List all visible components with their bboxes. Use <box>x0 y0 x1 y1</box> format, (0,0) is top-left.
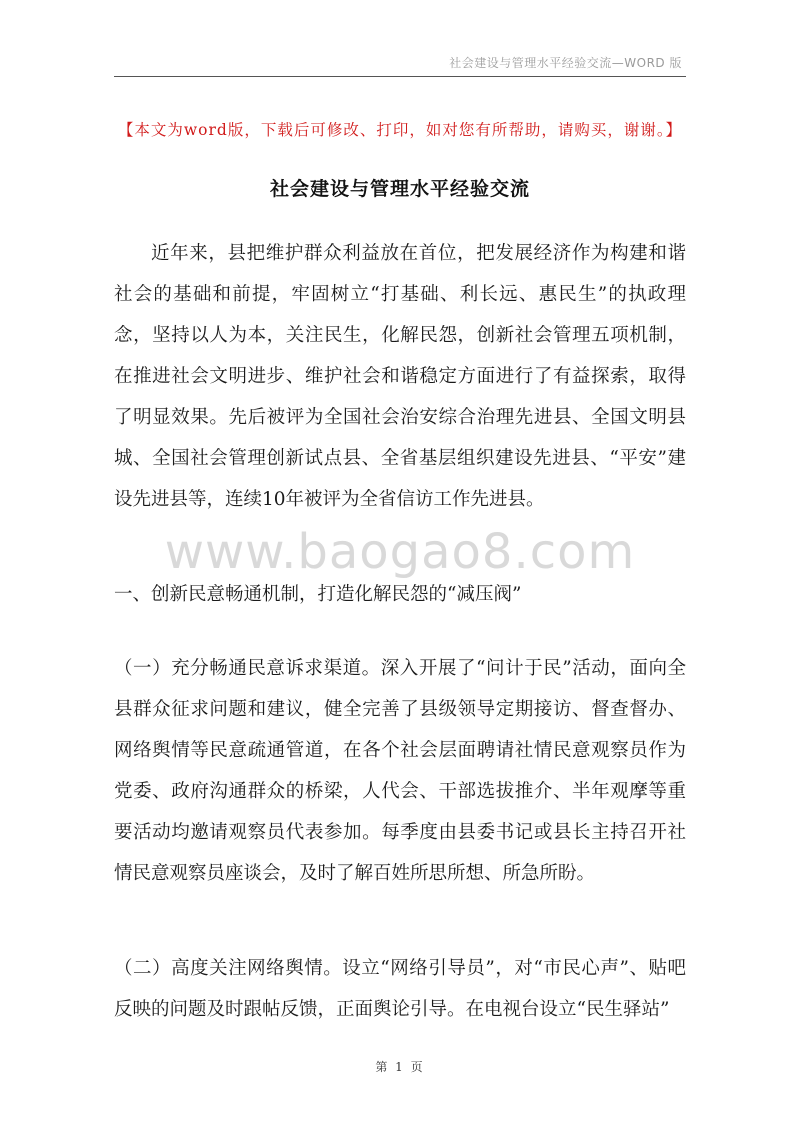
header-divider <box>114 76 686 77</box>
section-heading: 一、创新民意畅通机制，打造化解民怨的“减压阀” <box>114 584 522 605</box>
document-title: 社会建设与管理水平经验交流 <box>269 178 530 200</box>
page-number: 第 1 页 <box>375 1060 425 1074</box>
subsection-paragraph-2: （二）高度关注网络舆情。设立“网络引导员”，对“市民心声”、贴吧反映的问题及时跟帖反馈，正面舆论引导。在电视台设立“民生驿站” <box>114 958 686 1020</box>
watermark: www.baogao8.com <box>164 524 636 580</box>
word-version-notice: 【本文为word版，下载后可修改、打印，如对您有所帮助，请购买，谢谢。】 <box>117 121 683 139</box>
subsection-paragraph-1: （一）充分畅通民意诉求渠道。深入开展了“问计于民”活动，面向全县群众征求问题和建议，健全完善了县级领导定期接访、督查督办、网络舆情等民意疏通管道，在各个社会层面聘请社情民意观察员作为党委、政府沟通群众的桥梁，人代会、干部选拔推介、半年观摩等重要活动均邀请观察员代表参加。每季度由县委书记或县长主持召开社情民意观察员座谈会，及时了解百姓所思所想、所急所盼。 <box>114 658 686 884</box>
running-header: 社会建设与管理水平经验交流—WORD 版 <box>449 56 682 70</box>
intro-paragraph: 近年来，县把维护群众利益放在首位，把发展经济作为构建和谐社会的基础和前提，牢固树立“打基础、利长远、惠民生”的执政理念，坚持以人为本，关注民生，化解民怨，创新社会管理五项机制，在推进社会文明进步、维护社会和谐稳定方面进行了有益探索，取得了明显效果。先后被评为全国社会治安综合治理先进县、全国文明县城、全国社会管理创新试点县、全省基层组织建设先进县、“平安”建设先进县等，连续10年被评为全省信访工作先进县。 <box>114 243 686 510</box>
